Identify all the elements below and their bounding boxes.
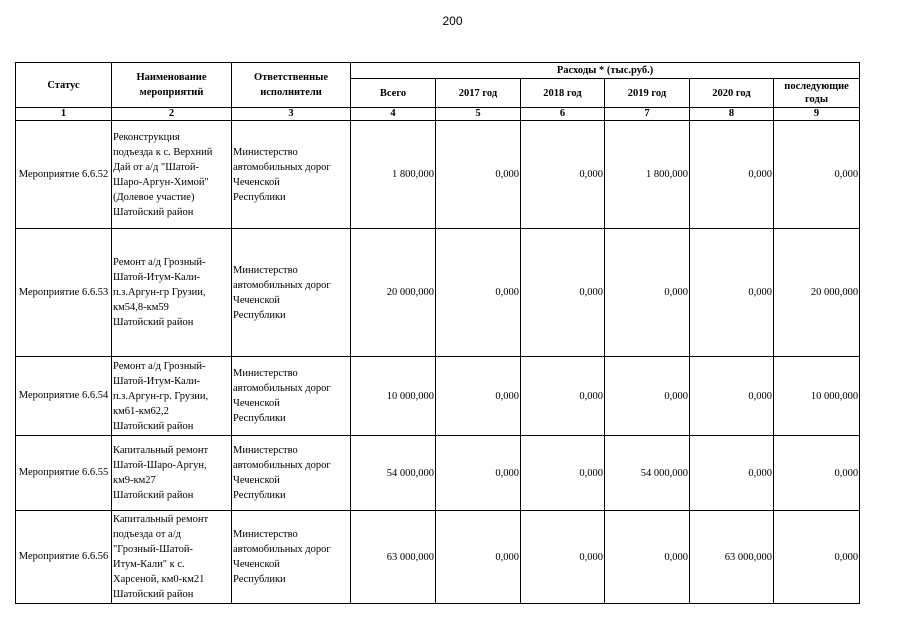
later-years-cell: 0,000 xyxy=(774,511,860,604)
y2019-cell: 0,000 xyxy=(605,511,690,604)
status-cell: Мероприятие 6.6.52 xyxy=(16,121,112,229)
y2018-cell: 0,000 xyxy=(521,436,605,511)
header-later-years: последующие годы xyxy=(774,79,860,108)
total-cell: 1 800,000 xyxy=(351,121,436,229)
y2017-cell: 0,000 xyxy=(436,436,521,511)
column-number: 1 xyxy=(16,108,112,121)
column-number: 5 xyxy=(436,108,521,121)
column-number: 7 xyxy=(605,108,690,121)
header-2019: 2019 год xyxy=(605,79,690,108)
status-cell: Мероприятие 6.6.56 xyxy=(16,511,112,604)
executor-cell: Министерство автомобильных дорог Чеченской Республики xyxy=(232,357,351,436)
column-number: 2 xyxy=(112,108,232,121)
y2017-cell: 0,000 xyxy=(436,229,521,357)
y2017-cell: 0,000 xyxy=(436,357,521,436)
total-cell: 10 000,000 xyxy=(351,357,436,436)
y2017-cell: 0,000 xyxy=(436,121,521,229)
y2018-cell: 0,000 xyxy=(521,121,605,229)
y2020-cell: 0,000 xyxy=(690,357,774,436)
y2019-cell: 0,000 xyxy=(605,357,690,436)
table-row xyxy=(16,121,860,229)
header-total: Всего xyxy=(351,79,436,108)
column-number: 4 xyxy=(351,108,436,121)
header-expenses: Расходы * (тыс.руб.) xyxy=(351,63,860,79)
y2018-cell: 0,000 xyxy=(521,357,605,436)
executor-cell: Министерство автомобильных дорог Чеченской Республики xyxy=(232,229,351,357)
table-row xyxy=(16,436,860,511)
header-2018: 2018 год xyxy=(521,79,605,108)
y2018-cell: 0,000 xyxy=(521,511,605,604)
column-number: 9 xyxy=(774,108,860,121)
header-status: Статус xyxy=(16,63,112,108)
status-cell: Мероприятие 6.6.55 xyxy=(16,436,112,511)
table-row xyxy=(16,511,860,604)
later-years-cell: 20 000,000 xyxy=(774,229,860,357)
executor-cell: Министерство автомобильных дорог Чеченской Республики xyxy=(232,511,351,604)
event-name-cell: Капитальный ремонт подъезда от а/д "Грозный-Шатой- Итум-Кали" к с. Харсеной, км0-км21 Шатойский район xyxy=(112,511,232,604)
event-name-cell: Ремонт а/д Грозный- Шатой-Итум-Кали- п.з.Аргун-гр Грузии, км54,8-км59 Шатойский район xyxy=(112,229,232,357)
column-number: 6 xyxy=(521,108,605,121)
executor-cell: Министерство автомобильных дорог Чеченской Республики xyxy=(232,121,351,229)
status-cell: Мероприятие 6.6.53 xyxy=(16,229,112,357)
header-2020: 2020 год xyxy=(690,79,774,108)
y2019-cell: 1 800,000 xyxy=(605,121,690,229)
event-name-cell: Ремонт а/д Грозный- Шатой-Итум-Кали- п.з.Аргун-гр. Грузии, км61-км62,2 Шатойский район xyxy=(112,357,232,436)
header-2017: 2017 год xyxy=(436,79,521,108)
y2018-cell: 0,000 xyxy=(521,229,605,357)
later-years-cell: 10 000,000 xyxy=(774,357,860,436)
column-number: 3 xyxy=(232,108,351,121)
total-cell: 63 000,000 xyxy=(351,511,436,604)
header-executors: Ответственные исполнители xyxy=(232,63,351,108)
later-years-cell: 0,000 xyxy=(774,436,860,511)
column-number: 8 xyxy=(690,108,774,121)
y2017-cell: 0,000 xyxy=(436,511,521,604)
total-cell: 20 000,000 xyxy=(351,229,436,357)
event-name-cell: Реконструкция подъезда к с. Верхний Дай от а/д "Шатой- Шаро-Аргун-Химой" (Долевое участие) Шатойский район xyxy=(112,121,232,229)
y2020-cell: 0,000 xyxy=(690,436,774,511)
table-row xyxy=(16,229,860,357)
y2020-cell: 63 000,000 xyxy=(690,511,774,604)
expenses-table xyxy=(15,62,860,604)
later-years-cell: 0,000 xyxy=(774,121,860,229)
total-cell: 54 000,000 xyxy=(351,436,436,511)
executor-cell: Министерство автомобильных дорог Чеченской Республики xyxy=(232,436,351,511)
y2020-cell: 0,000 xyxy=(690,229,774,357)
page-number: 200 xyxy=(442,14,463,28)
y2019-cell: 0,000 xyxy=(605,229,690,357)
table-row xyxy=(16,357,860,436)
event-name-cell: Капитальный ремонт Шатой-Шаро-Аргун, км9-км27 Шатойский район xyxy=(112,436,232,511)
header-name: Наименование мероприятий xyxy=(112,63,232,108)
y2020-cell: 0,000 xyxy=(690,121,774,229)
status-cell: Мероприятие 6.6.54 xyxy=(16,357,112,436)
y2019-cell: 54 000,000 xyxy=(605,436,690,511)
